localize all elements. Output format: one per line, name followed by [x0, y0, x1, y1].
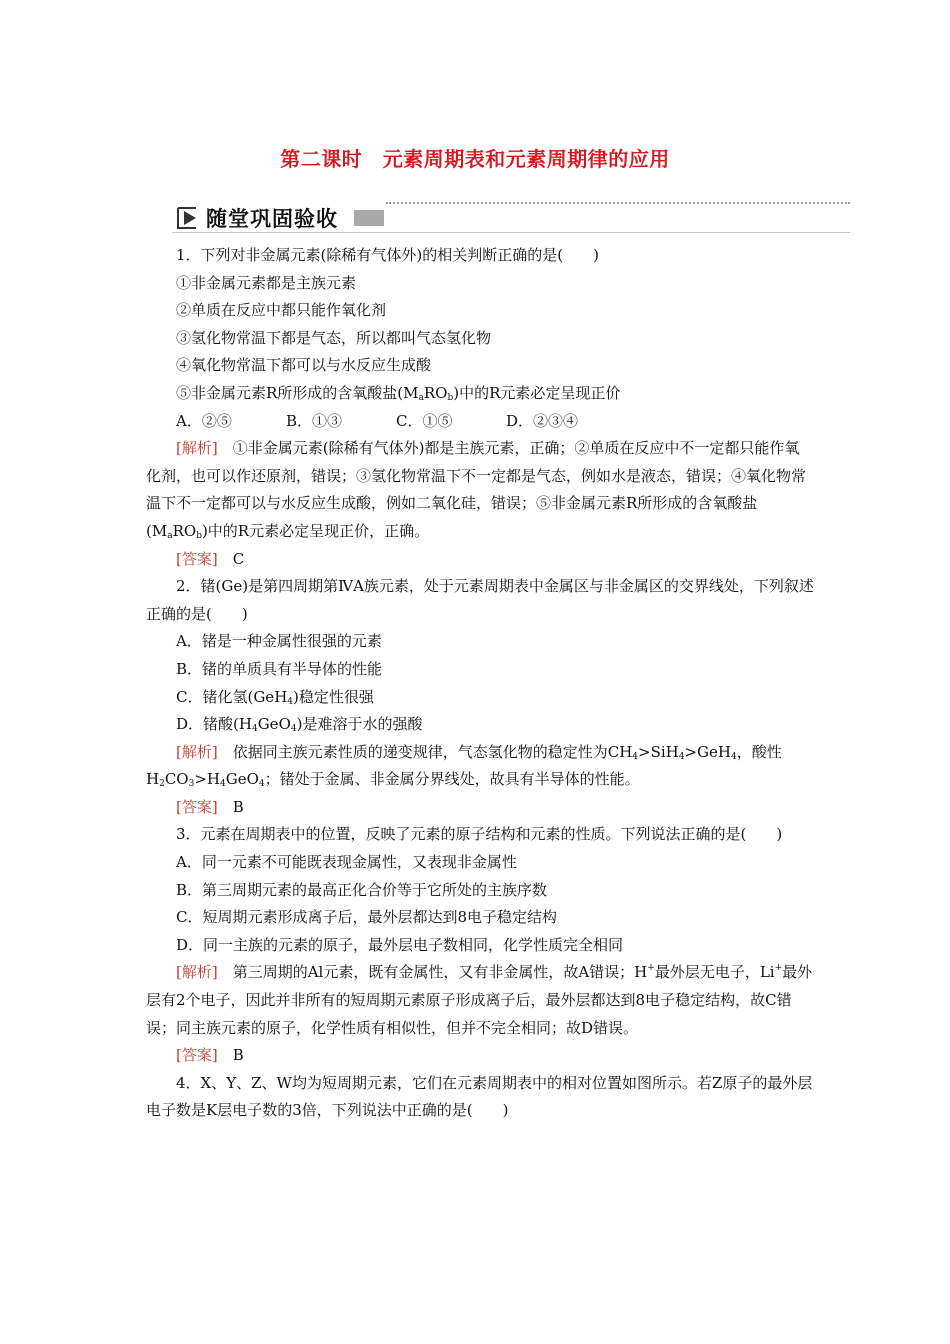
q3-answer: [答案] B [176, 1046, 244, 1065]
q1-choices [146, 408, 814, 436]
answer-tag: [答案] [176, 797, 218, 816]
choice-a: A．②⑤ [176, 411, 232, 430]
section-header [172, 200, 850, 234]
choice-b: B．①③ [286, 411, 343, 430]
q3-option: A．同一元素不可能既表现金属性，又表现非金属性 [176, 853, 517, 872]
choice-d: D．②③④ [506, 411, 579, 430]
play-arrow-icon [176, 206, 200, 230]
q1-item: ②单质在反应中都只能作氧化剂 [176, 301, 387, 320]
answer-tag: [答案] [176, 1046, 218, 1065]
q1-item: ①非金属元素都是主族元素 [176, 273, 357, 292]
q2-answer: [答案] B [176, 797, 244, 816]
dotted-rule [386, 202, 850, 207]
q2-option-d: D．锗酸$(H_4GeO_4)$是难溶于水的强酸 [176, 715, 423, 735]
question-content [146, 242, 814, 1125]
q1-stem: 1．下列对非金属元素(除稀有气体外)的相关判断正确的是( ) [176, 246, 599, 264]
choice-c: C．①⑤ [396, 411, 453, 430]
q2-option-a: A．锗是一种金属性很强的元素 [176, 632, 382, 651]
section-title: 随堂巩固验收 [206, 207, 338, 231]
analysis-tag: [解析] [176, 742, 218, 761]
q3-option: B．第三周期元素的最高正化合价等于它所处的主族序数 [176, 880, 548, 899]
q3-analysis: [解析] 第三周期的Al元素，既有金属性，又有非金属性，故A错误；H+最外层无电子，Li+最外层有2个电子，因此并非所有的短周期元素原子形成离子后，最外层都达到8电子稳定结构，故C错误；同主族元素的原子，化学性质有相似性，但并不完全相同；故D错误。 [146, 963, 813, 1037]
q1-item: ④氧化物常温下都可以与水反应生成酸 [176, 356, 432, 375]
section-underline [172, 232, 850, 233]
q2-option-b: B．锗的单质具有半导体的性能 [176, 659, 383, 678]
q2-option-c: C．锗化氢(GeH$_4$)稳定性很强 [176, 687, 374, 707]
q1-analysis: [解析] ①非金属元素(除稀有气体外)都是主族元素，正确；②单质在反应中不一定都只能作氧化剂，也可以作还原剂，错误；③氢化物常温下不一定都是气态，例如水是液态，错误；④氧化物常温下不一定都可以与水反应生成酸，例如二氧化硅，错误；⑤非金属元素R所形成的含氧酸盐$(M_aRO_b)$中的R元素必定呈现正价，正确。 [146, 439, 807, 541]
q4-stem: 4．X、Y、Z、W均为短周期元素，它们在元素周期表中的相对位置如图所示。若Z原子的最外层电子数是K层电子数的3倍，下列说法中正确的是( ) [146, 1073, 813, 1120]
q3-option: C．短周期元素形成离子后，最外层都达到8电子稳定结构 [176, 908, 558, 927]
section-bar [354, 210, 384, 226]
q2-analysis: [解析] 依据同主族元素性质的递变规律，气态氢化物的稳定性为$CH_4>SiH_4>GeH_4$，酸性$H_2CO_3>H_4GeO_4$；锗处于金属、非金属分界线处，故具有半导体的性能。 [146, 742, 782, 790]
analysis-tag: [解析] [176, 963, 218, 982]
page-title: 第二课时 元素周期表和元素周期律的应用 [280, 147, 670, 171]
q3-stem: 3．元素在周期表中的位置，反映了元素的原子结构和元素的性质。下列说法正确的是( ) [176, 825, 783, 844]
q2-stem: 2．锗(Ge)是第四周期第ⅣA族元素，处于元素周期表中金属区与非金属区的交界线处，下列叙述正确的是( ) [146, 577, 814, 623]
q1-item: ③氢化物常温下都是气态，所以都叫气态氢化物 [176, 328, 492, 347]
q1-answer: [答案] C [176, 549, 245, 568]
q3-option: D．同一主族的元素的原子，最外层电子数相同，化学性质完全相同 [176, 935, 624, 954]
analysis-tag: [解析] [176, 439, 218, 458]
q1-item: ⑤非金属元素R所形成的含氧酸盐$(M_aRO_b)$中的R元素必定呈现正价 [176, 383, 621, 403]
answer-tag: [答案] [176, 549, 218, 568]
